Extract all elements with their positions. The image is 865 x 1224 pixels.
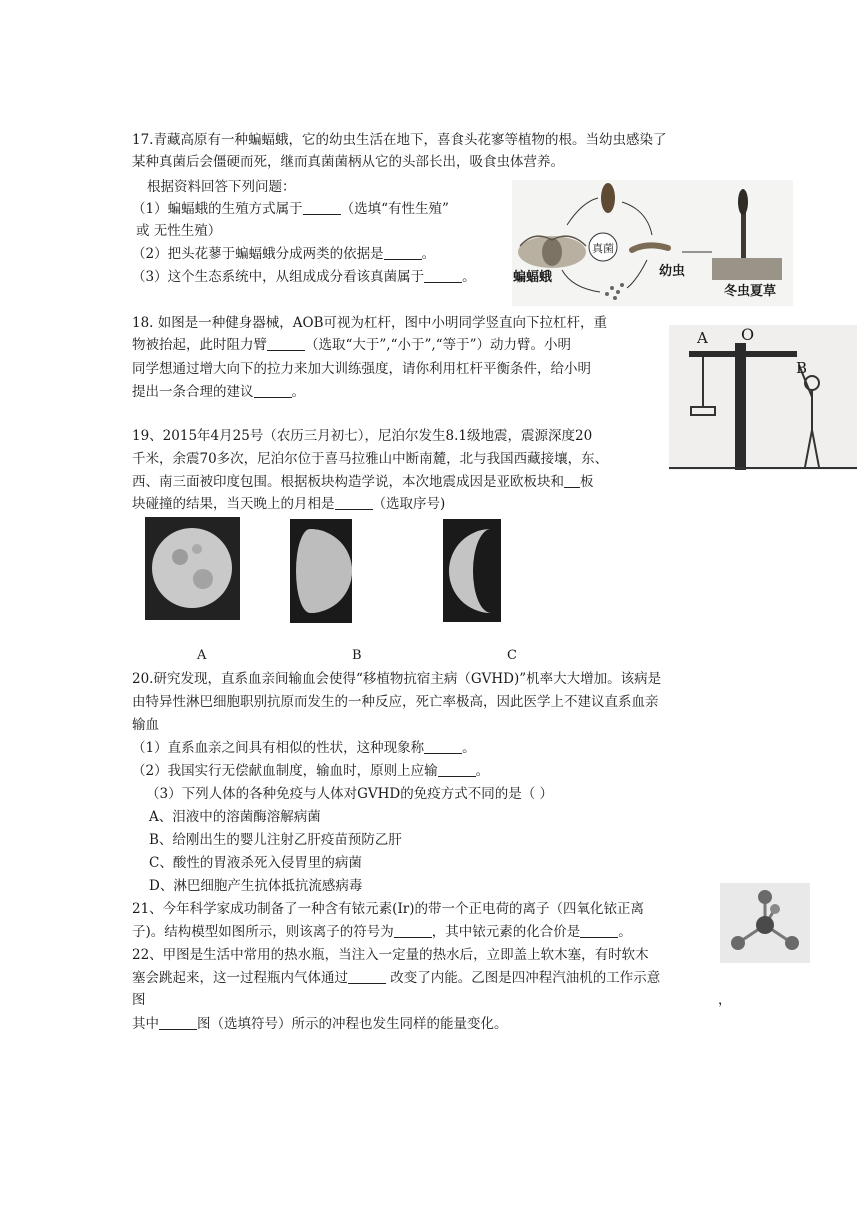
q19-line2: 千米，余震70多次，尼泊尔位于喜马拉雅山中断南麓，北与我国西藏接壤，东、 (132, 451, 609, 467)
q18-line2 (132, 335, 571, 355)
q18-line3: 同学想通过增大向下的拉力来加大训练强度，请你利用杠杆平衡条件，给小明 (132, 361, 591, 377)
q19-line4-text: 块碰撞的结果，当天晚上的月相是 (132, 496, 335, 512)
answer-blank[interactable] (564, 473, 580, 488)
q22-line2 (132, 968, 660, 988)
q17-part3-text: （3）这个生态系统中，从组成成分看该真菌属于 (132, 269, 425, 285)
q17-part1-text: （1）蝙蝠蛾的生殖方式属于 (132, 201, 303, 217)
moon-image-c (443, 519, 501, 622)
q21-line2-text: 子)。结构模型如图所示，则该离子的符号为 (132, 924, 394, 940)
weight-block (691, 407, 715, 415)
larva-drawing (632, 245, 668, 250)
q17-part2 (132, 244, 435, 264)
oxygen-atom (758, 890, 772, 904)
q22-line1: 22、甲图是生活中常用的热水瓶，当注入一定量的热水后，立即盖上软木塞，有时软木 (132, 947, 649, 963)
lever-machine-figure (669, 325, 857, 470)
q21-line2-text2: ，其中铱元素的化合价是 (431, 924, 581, 940)
cordyceps-lifecycle-figure (512, 180, 793, 306)
answer-blank[interactable] (394, 923, 432, 938)
q22-line4 (132, 1014, 508, 1034)
q20-part1 (132, 738, 476, 758)
answer-blank[interactable] (438, 762, 476, 777)
moon-label-c: C (507, 648, 517, 663)
q20-part1-end: 。 (462, 740, 476, 756)
answer-blank[interactable] (424, 268, 462, 283)
oxygen-atom (785, 936, 799, 950)
moon-label-b: B (352, 648, 362, 663)
larva-label: 幼虫 (659, 264, 686, 279)
q17-part1 (132, 199, 449, 219)
answer-blank[interactable] (254, 383, 292, 398)
q20-option-b: B、给刚出生的婴儿注射乙肝疫苗预防乙肝 (149, 832, 402, 848)
q20-line1: 20.研究发现，直系血亲间输血会使得“移植物抗宿主病（GVHD)”机率大大增加。该病是 (132, 671, 662, 687)
moon-image-b (290, 519, 352, 623)
q21-line1: 21、今年科学家成功制备了一种含有铱元素(Ir)的带一个正电荷的离子（四氧化铱正离 (132, 901, 644, 917)
q18-line2-text2: （选取“大于”,“小于”,“等于”）动力臂。小明 (305, 337, 571, 353)
eggs-drawing (605, 283, 624, 300)
q18-line4-end: 。 (291, 384, 305, 400)
q18-line4 (132, 382, 305, 402)
moth-drawing (518, 236, 586, 268)
q19-line3-end: 板 (580, 474, 594, 490)
q20-option-d: D、淋巴细胞产生抗体抵抗流感病毒 (149, 878, 363, 894)
q20-part2-end: 。 (475, 763, 490, 779)
oxygen-atom (770, 904, 780, 914)
pupa-drawing (601, 183, 615, 213)
answer-blank[interactable] (159, 1015, 197, 1030)
person-drawing (799, 365, 819, 467)
q19-line4 (132, 494, 445, 514)
q22-line4-text: 其中 (132, 1016, 159, 1032)
q20-option-c: C、酸性的胃液杀死入侵胃里的病菌 (149, 855, 362, 871)
q20-part1-text: （1）直系血亲之间具有相似的性状，这种现象称 (132, 740, 425, 756)
point-b-label: B (796, 359, 808, 377)
answer-blank[interactable] (384, 245, 422, 260)
oxygen-atom (731, 936, 745, 950)
q19-line3-text: 西、南三面被印度包围。根据板块构造学说，本次地震成因是亚欧板块和 (132, 474, 564, 490)
answer-blank[interactable] (267, 336, 305, 351)
q22-line4-text2: 图（选填符号）所示的冲程也发生同样的能量变化。 (197, 1016, 508, 1032)
q20-part3: （3）下列人体的各种免疫与人体对GVHD的免疫方式不同的是（ ） (146, 786, 554, 802)
fungus-label: 真菌 (592, 242, 614, 255)
q19-line4-end: （选取序号) (372, 496, 446, 512)
q17-part3-end: 。 (462, 269, 476, 285)
q22-line2-text2: 改变了内能。乙图是四冲程汽油机的工作示意 (386, 970, 661, 986)
q17-part1-text2: （选填“有性生殖” (340, 201, 449, 217)
q22-line3: 图 (132, 992, 146, 1008)
point-o-label: O (741, 325, 755, 344)
q22-line3-comma: ， (718, 992, 732, 1008)
q21-line2-end: 。 (618, 924, 632, 940)
q20-part2-text: （2）我国实行无偿献血制度，输血时，原则上应输 (132, 763, 438, 779)
iridium-atom (756, 916, 774, 934)
moon-label-a: A (197, 648, 207, 663)
cordyceps-label: 冬虫夏草 (724, 284, 777, 299)
q17-part2-text: （2）把头花蓼于蝙蝠蛾分成两类的依据是 (132, 246, 384, 262)
q22-line2-text: 塞会跳起来，这一过程瓶内气体通过 (132, 970, 348, 986)
q17-part2-end: 。 (421, 246, 436, 262)
lever-bar (689, 351, 797, 357)
answer-blank[interactable] (424, 739, 462, 754)
q17-line3: 根据资料回答下列问题： (147, 179, 296, 195)
q20-part2 (132, 761, 489, 781)
q21-line2 (132, 922, 632, 942)
q20-line2: 由特异性淋巴细胞职别抗原而发生的一种反应，死亡率极高，因此医学上不建议直系血亲 (132, 694, 659, 710)
answer-blank[interactable] (303, 200, 341, 215)
point-a-label: A (697, 329, 708, 347)
moon-image-a (145, 517, 240, 620)
answer-blank[interactable] (580, 923, 618, 938)
q20-line3: 输血 (132, 717, 159, 733)
answer-blank[interactable] (335, 495, 373, 510)
cordyceps-drawing (712, 189, 782, 280)
molecule-model-figure (720, 883, 810, 963)
q19-line3 (132, 472, 594, 492)
answer-blank[interactable] (348, 969, 386, 984)
q17-line2: 某种真菌后会僵硬而死，继而真菌菌柄从它的头部长出，吸食虫体营养。 (132, 154, 564, 170)
q17-part3 (132, 267, 476, 287)
machine-post (735, 343, 746, 470)
q18-line2-text: 物被抬起，此时阻力臂 (132, 337, 267, 353)
q20-option-a: A、泪液中的溶菌酶溶解病菌 (149, 809, 321, 825)
moth-label: 蝙蝠蛾 (513, 270, 553, 285)
q17-part1-cont: 或 无性生殖） (136, 223, 222, 239)
q17-line1: 17.青藏高原有一种蝙蝠蛾，它的幼虫生活在地下，喜食头花寥等植物的根。当幼虫感染了 (132, 132, 667, 148)
q18-line4-text: 提出一条合理的建议 (132, 384, 254, 400)
q19-line1: 19、2015年4月25号（农历三月初七），尼泊尔发生8.1级地震，震源深度20 (132, 428, 593, 444)
q18-line1: 18. 如图是一种健身器械，AOB可视为杠杆，图中小明同学竖直向下拉杠杆，重 (132, 315, 607, 331)
